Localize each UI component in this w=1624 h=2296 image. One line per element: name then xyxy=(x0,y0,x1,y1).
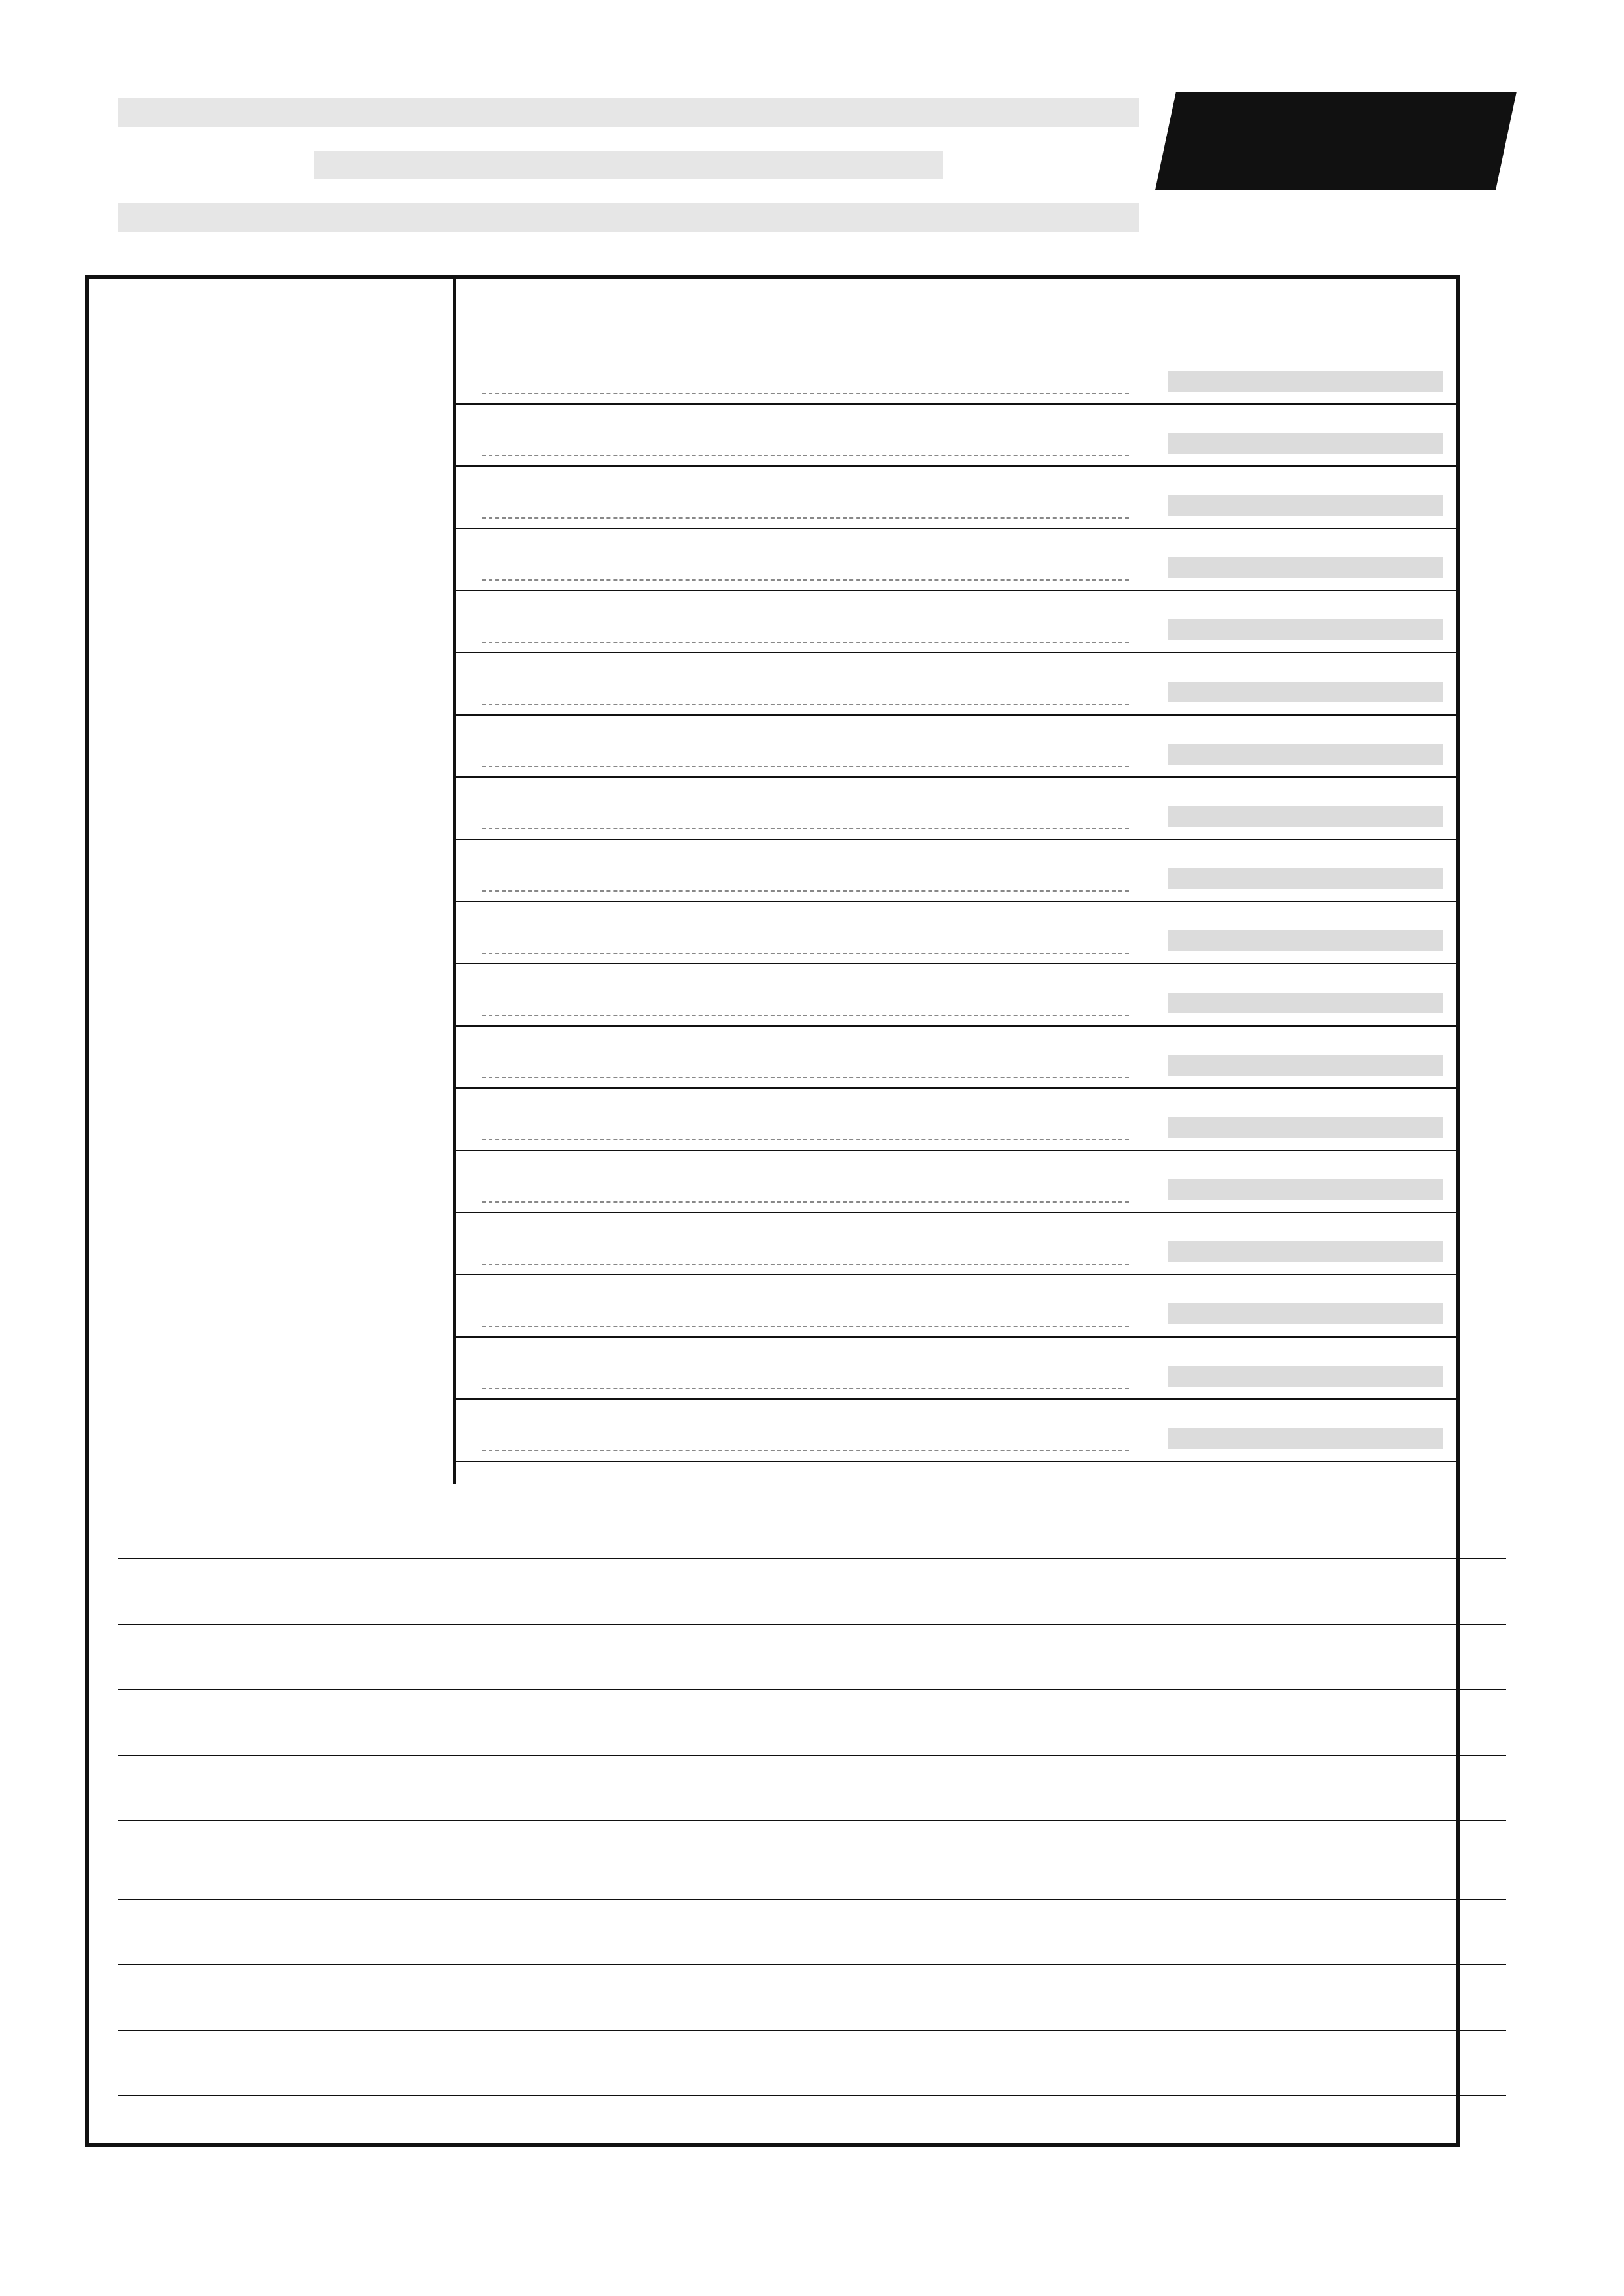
form-sidebar xyxy=(89,279,456,1484)
form-field-row xyxy=(456,793,1456,840)
form-frame xyxy=(85,275,1460,2147)
field-entry-line xyxy=(482,642,1129,643)
field-label xyxy=(1168,868,1443,889)
field-label xyxy=(1168,1303,1443,1324)
declaration-line xyxy=(118,1755,1506,1756)
form-field-row xyxy=(456,731,1456,778)
field-label xyxy=(1168,1241,1443,1262)
field-entry-line xyxy=(482,704,1129,705)
form-header xyxy=(118,79,1506,275)
field-entry-line xyxy=(482,1139,1129,1140)
field-entry-line xyxy=(482,766,1129,767)
form-field-row xyxy=(456,606,1456,653)
field-entry-line xyxy=(482,1326,1129,1327)
field-label xyxy=(1168,1428,1443,1449)
field-entry-line xyxy=(482,579,1129,581)
form-field-row xyxy=(456,1042,1456,1089)
form-field-row xyxy=(456,1166,1456,1213)
field-entry-line xyxy=(482,890,1129,892)
field-label xyxy=(1168,1179,1443,1200)
form-field-row xyxy=(456,1415,1456,1462)
field-label xyxy=(1168,371,1443,392)
field-entry-line xyxy=(482,828,1129,829)
field-entry-line xyxy=(482,517,1129,519)
declaration-line xyxy=(118,1689,1506,1690)
declaration-line xyxy=(118,1899,1506,1900)
header-address-line xyxy=(118,203,1139,232)
form-field-row xyxy=(456,357,1456,405)
form-field-row xyxy=(456,544,1456,591)
field-label xyxy=(1168,993,1443,1013)
field-entry-line xyxy=(482,455,1129,456)
header-title-line xyxy=(118,98,1139,127)
form-field-row xyxy=(456,979,1456,1027)
form-field-row xyxy=(456,420,1456,467)
field-entry-line xyxy=(482,1077,1129,1078)
field-entry-line xyxy=(482,953,1129,954)
field-entry-line xyxy=(482,1015,1129,1016)
form-field-row xyxy=(456,917,1456,964)
field-label xyxy=(1168,619,1443,640)
field-entry-line xyxy=(482,1388,1129,1389)
header-subtitle-line xyxy=(314,151,943,179)
field-label xyxy=(1168,557,1443,578)
declaration-line xyxy=(118,1964,1506,1965)
field-label xyxy=(1168,744,1443,765)
declaration-line xyxy=(118,2095,1506,2096)
field-label xyxy=(1168,1117,1443,1138)
field-label xyxy=(1168,433,1443,454)
form-field-row xyxy=(456,668,1456,716)
declaration-line xyxy=(118,1558,1506,1559)
field-entry-line xyxy=(482,1450,1129,1451)
field-label xyxy=(1168,495,1443,516)
declaration-line xyxy=(118,1820,1506,1821)
field-entry-line xyxy=(482,1264,1129,1265)
field-label xyxy=(1168,1055,1443,1076)
field-entry-line xyxy=(482,393,1129,394)
form-field-row xyxy=(456,1353,1456,1400)
logo xyxy=(1155,92,1517,190)
form-field-row xyxy=(456,1290,1456,1338)
field-label xyxy=(1168,1366,1443,1387)
field-entry-line xyxy=(482,1201,1129,1203)
declaration-line xyxy=(118,1624,1506,1625)
form-field-row xyxy=(456,1104,1456,1151)
form-field-row xyxy=(456,855,1456,902)
field-label xyxy=(1168,682,1443,702)
form-field-row xyxy=(456,482,1456,529)
form-field-row xyxy=(456,1228,1456,1275)
field-label xyxy=(1168,806,1443,827)
field-label xyxy=(1168,930,1443,951)
declaration-line xyxy=(118,2030,1506,2031)
